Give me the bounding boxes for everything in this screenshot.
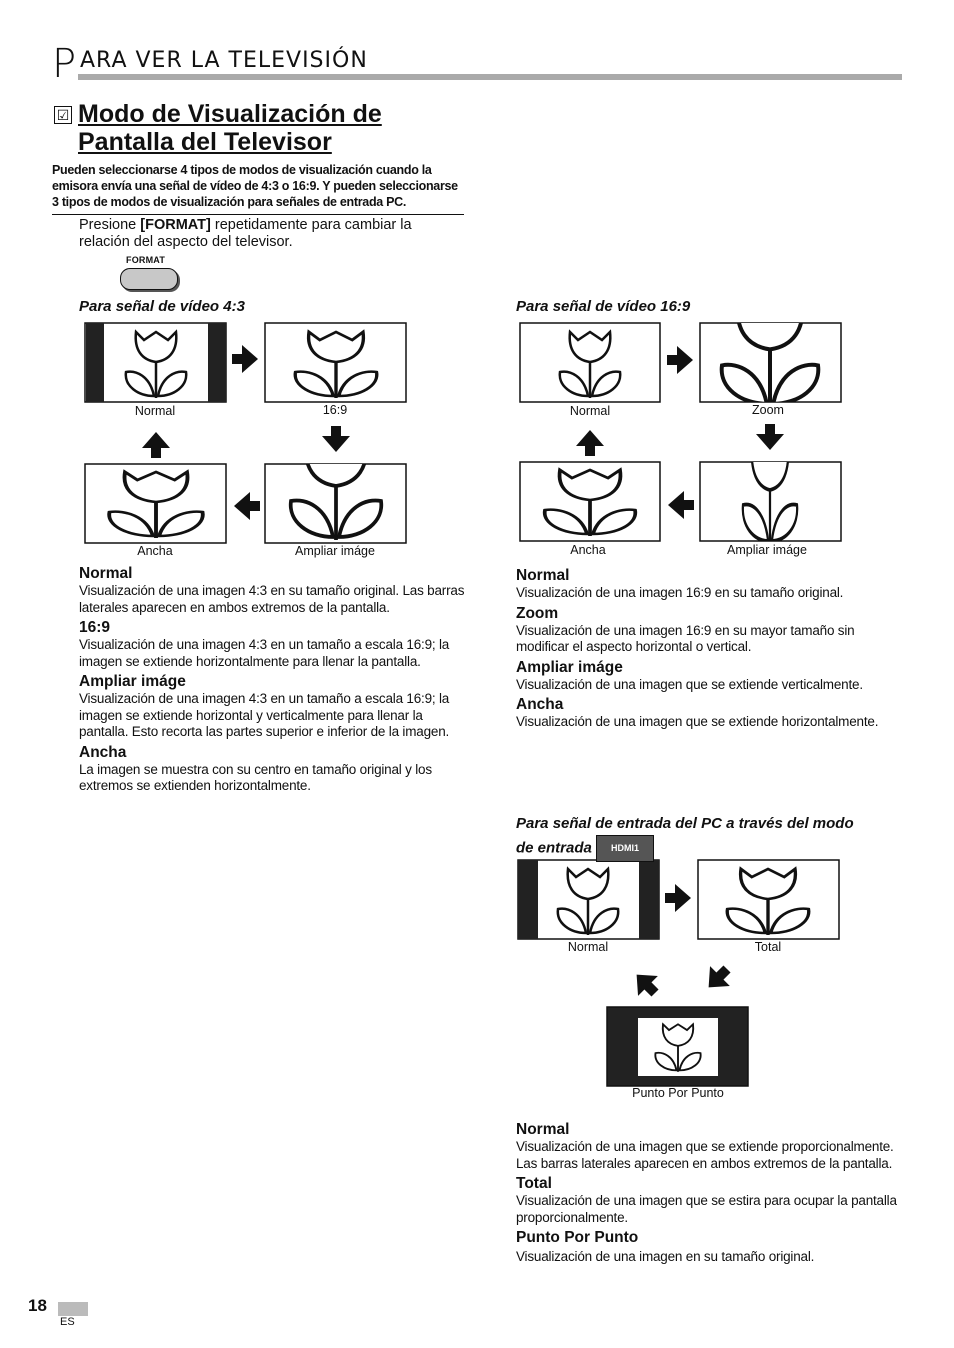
left-item-head: Normal <box>79 565 133 582</box>
pc-descriptions <box>516 1121 906 1266</box>
left-normal-screen <box>85 323 226 402</box>
arrow-up-icon <box>142 432 170 458</box>
left-ampliar-screen <box>265 441 406 543</box>
arrow-left-icon <box>234 492 260 520</box>
page-number: 18 <box>28 1296 47 1315</box>
right-item-head: Ancha <box>516 696 564 713</box>
pc-item-head: Total <box>516 1175 552 1192</box>
pc-subtitle <box>516 812 906 862</box>
right-item-text: Visualización de una imagen que se extiende horizontalmente. <box>516 714 879 729</box>
pc-item-text: Visualización de una imagen que se extiende proporcionalmente. Las barras laterales aparecen en ambos extremos de la pantalla. <box>516 1139 894 1171</box>
right-subtitle: Para señal de vídeo 16:9 <box>516 298 691 315</box>
right-item-text: Visualización de una imagen 16:9 en su mayor tamaño sin modificar el aspecto horizontal o vertical. <box>516 622 855 654</box>
left-descriptions <box>79 565 469 795</box>
left-item-text: Visualización de una imagen 4:3 en su tamaño original. Las barras laterales aparecen en ambos extremos de la pantalla. <box>79 583 465 615</box>
arrow-up-icon <box>576 430 604 456</box>
right-ampliar-screen <box>700 445 841 544</box>
arrow-down-left-icon <box>699 959 737 997</box>
left-subtitle: Para señal de vídeo 4:3 <box>79 298 245 315</box>
left-item-text: Visualización de una imagen 4:3 en un tamaño a escala 16:9; la imagen se extiende horizontalmente para llenar la pantalla. <box>79 637 450 669</box>
right-ancha-screen <box>520 462 660 541</box>
right-caption-ancha: Ancha <box>570 543 606 557</box>
right-item-head: Normal <box>516 567 570 584</box>
pc-normal-screen <box>518 860 659 939</box>
pc-item-head: Normal <box>516 1121 570 1138</box>
language-code: ES <box>60 1316 75 1328</box>
intro-text: Pueden seleccionarse 4 tipos de modos de visualización cuando la emisora envía una señal de vídeo de 4:3 o 16:9. Y pueden seleccionarse 3 tipos de modos de visualización para señales de entrada PC. <box>52 163 458 209</box>
right-caption-ampliar: Ampliar imáge <box>727 543 807 557</box>
right-normal-screen <box>520 323 660 402</box>
pc-item-head: Punto Por Punto <box>516 1229 639 1246</box>
checkmark-icon: ☑ <box>54 106 72 124</box>
page-number-bar <box>58 1302 88 1316</box>
arrow-right-icon <box>667 346 693 374</box>
arrow-up-left-icon <box>627 965 665 1003</box>
right-caption-normal: Normal <box>569 404 611 418</box>
left-item-head: Ancha <box>79 743 127 761</box>
header-initial: P <box>52 41 77 87</box>
right-item-head: Ampliar imáge <box>516 658 623 676</box>
left-item-text: La imagen se muestra con su centro en tamaño original y los extremos se extienden horizontalmente. <box>79 761 432 793</box>
left-caption-169: 16:9 <box>322 403 348 417</box>
left-ancha-screen <box>85 464 226 543</box>
right-descriptions <box>516 567 906 731</box>
pc-item-text: Visualización de una imagen que se estira para ocupar la pantalla proporcionalmente. <box>516 1193 897 1225</box>
section-title-line2: Pantalla del Televisor <box>78 128 332 156</box>
right-item-text: Visualización de una imagen que se extiende verticalmente. <box>516 676 863 692</box>
arrow-right-icon <box>665 884 691 912</box>
pc-caption-total: Total <box>754 940 782 954</box>
left-caption-ancha: Ancha <box>137 544 173 558</box>
pc-total-screen <box>698 860 839 939</box>
arrow-down-icon <box>756 424 784 450</box>
arrow-right-icon <box>232 345 258 373</box>
pc-caption-normal: Normal <box>567 940 609 954</box>
format-button-label: FORMAT <box>126 255 166 265</box>
left-169-screen <box>265 323 406 402</box>
right-item-text: Visualización de una imagen 16:9 en su tamaño original. <box>516 585 844 600</box>
pc-subtitle-line2: de entrada <box>516 839 592 857</box>
pc-punto-screen <box>607 1007 748 1086</box>
left-item-head: Ampliar imáge <box>79 673 186 690</box>
left-caption-ampliar: Ampliar imáge <box>295 544 375 558</box>
section-title-line1: Modo de Visualización de <box>78 100 382 128</box>
hdmi1-badge: HDMI1 <box>596 835 654 862</box>
press-before: Presione <box>79 217 141 233</box>
pc-subtitle-line1: Para señal de entrada del PC a través del modo <box>516 815 854 832</box>
right-item-head: Zoom <box>516 604 559 622</box>
pc-caption-punto: Punto Por Punto <box>632 1086 724 1100</box>
press-after: repetidamente para cambiar la relación del aspecto del televisor. <box>79 217 412 250</box>
arrow-left-icon <box>668 491 694 519</box>
pc-item-text: Visualización de una imagen en su tamaño original. <box>516 1249 815 1264</box>
arrow-down-icon <box>322 426 350 452</box>
right-zoom-screen <box>700 301 841 407</box>
press-key: [FORMAT] <box>140 217 211 233</box>
left-item-head: 16:9 <box>79 619 111 636</box>
left-caption-normal: Normal <box>134 404 176 418</box>
header-title: ARA VER LA TELEVISIÓN <box>80 48 368 73</box>
left-item-text: Visualización de una imagen 4:3 en un tamaño a escala 16:9; la imagen se extiende horizontal y verticalmente para llenar la pantalla. Esto recorta las partes superior e inferior de la imagen. <box>79 691 450 739</box>
right-caption-zoom: Zoom <box>752 403 784 417</box>
